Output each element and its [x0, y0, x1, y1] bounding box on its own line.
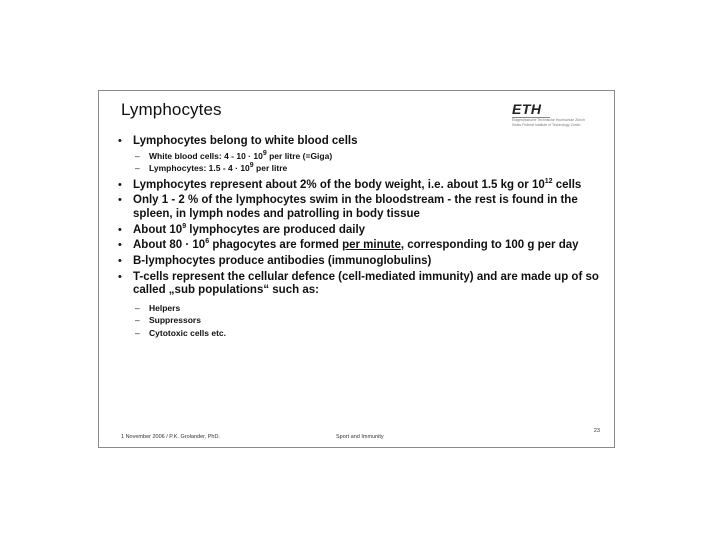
- sub-bullet-item: [117, 151, 604, 163]
- footer-date-author: 1 November 2006 / P.K. Grolander, PhD.: [121, 434, 220, 440]
- bullet-text: cells: [552, 178, 582, 191]
- superscript: 12: [544, 177, 553, 185]
- bullet-text: Lymphocytes represent about 2% of the body weight, i.e. about 1.5 kg or 10: [133, 178, 545, 191]
- bullet-text: About 10: [133, 223, 183, 236]
- bullet-text: B-lymphocytes produce antibodies (immunoglobulins): [133, 254, 432, 267]
- page-number: 23: [593, 428, 600, 434]
- slide-footer: [121, 430, 604, 440]
- sub-text: Cytotoxic cells etc.: [149, 327, 227, 338]
- logo-subtitle-2: Swiss Federal Institute of Technology Zurich: [512, 122, 581, 127]
- bullet-item: [117, 255, 604, 269]
- bullet-list: [117, 135, 604, 339]
- superscript: 6: [205, 238, 210, 246]
- superscript: 9: [249, 162, 254, 170]
- sub-text: per litre: [253, 163, 288, 174]
- superscript: 9: [182, 222, 187, 230]
- sub-text: Suppressors: [149, 315, 201, 326]
- bullet-item: [117, 239, 604, 253]
- slide: [98, 90, 615, 448]
- bullet-text: lymphocytes are produced daily: [186, 223, 366, 236]
- sub-bullet-item: [117, 163, 604, 175]
- sub-text: per litre (=Giga): [266, 150, 333, 161]
- superscript: 9: [262, 149, 267, 157]
- bullet-text: Lymphocytes belong to white blood cells: [133, 135, 358, 147]
- sub-text: Helpers: [149, 302, 181, 313]
- bullet-item: [117, 271, 604, 298]
- bullet-text: phagocytes are formed: [209, 239, 343, 252]
- bullet-text: Only 1 - 2 % of the lymphocytes swim in the bloodstream - the rest is found in the spleen, in lymph nodes and patrolling in body tissue: [133, 194, 578, 220]
- sub-text: White blood cells: 4 - 10 · 10: [149, 150, 263, 161]
- bullet-item: [117, 194, 604, 221]
- eth-logo: [512, 102, 598, 128]
- sub-bullet-item: [117, 303, 604, 315]
- bullet-text: , corresponding to 100 g per day: [400, 239, 579, 252]
- sub-bullet-item: [117, 315, 604, 327]
- slide-title: Lymphocytes: [121, 100, 222, 119]
- slide-content: [117, 135, 604, 340]
- sub-bullet-item: [117, 328, 604, 340]
- footer-topic: Sport and Immunity: [336, 434, 384, 440]
- underlined-text: per minute: [342, 239, 401, 252]
- sub-text: Lymphocytes: 1.5 - 4 · 10: [149, 163, 250, 174]
- bullet-text: T-cells represent the cellular defence (cell-mediated immunity) and are made up of so called „sub populations“ such as:: [133, 270, 599, 297]
- logo-text: ETH: [512, 101, 542, 117]
- logo-subtitle-1: Eidgenössische Technische Hochschule Zürich: [512, 118, 585, 122]
- bullet-item: [117, 135, 604, 149]
- bullet-item: [117, 179, 604, 193]
- bullet-item: [117, 224, 604, 238]
- bullet-text: About 80 · 10: [133, 239, 206, 252]
